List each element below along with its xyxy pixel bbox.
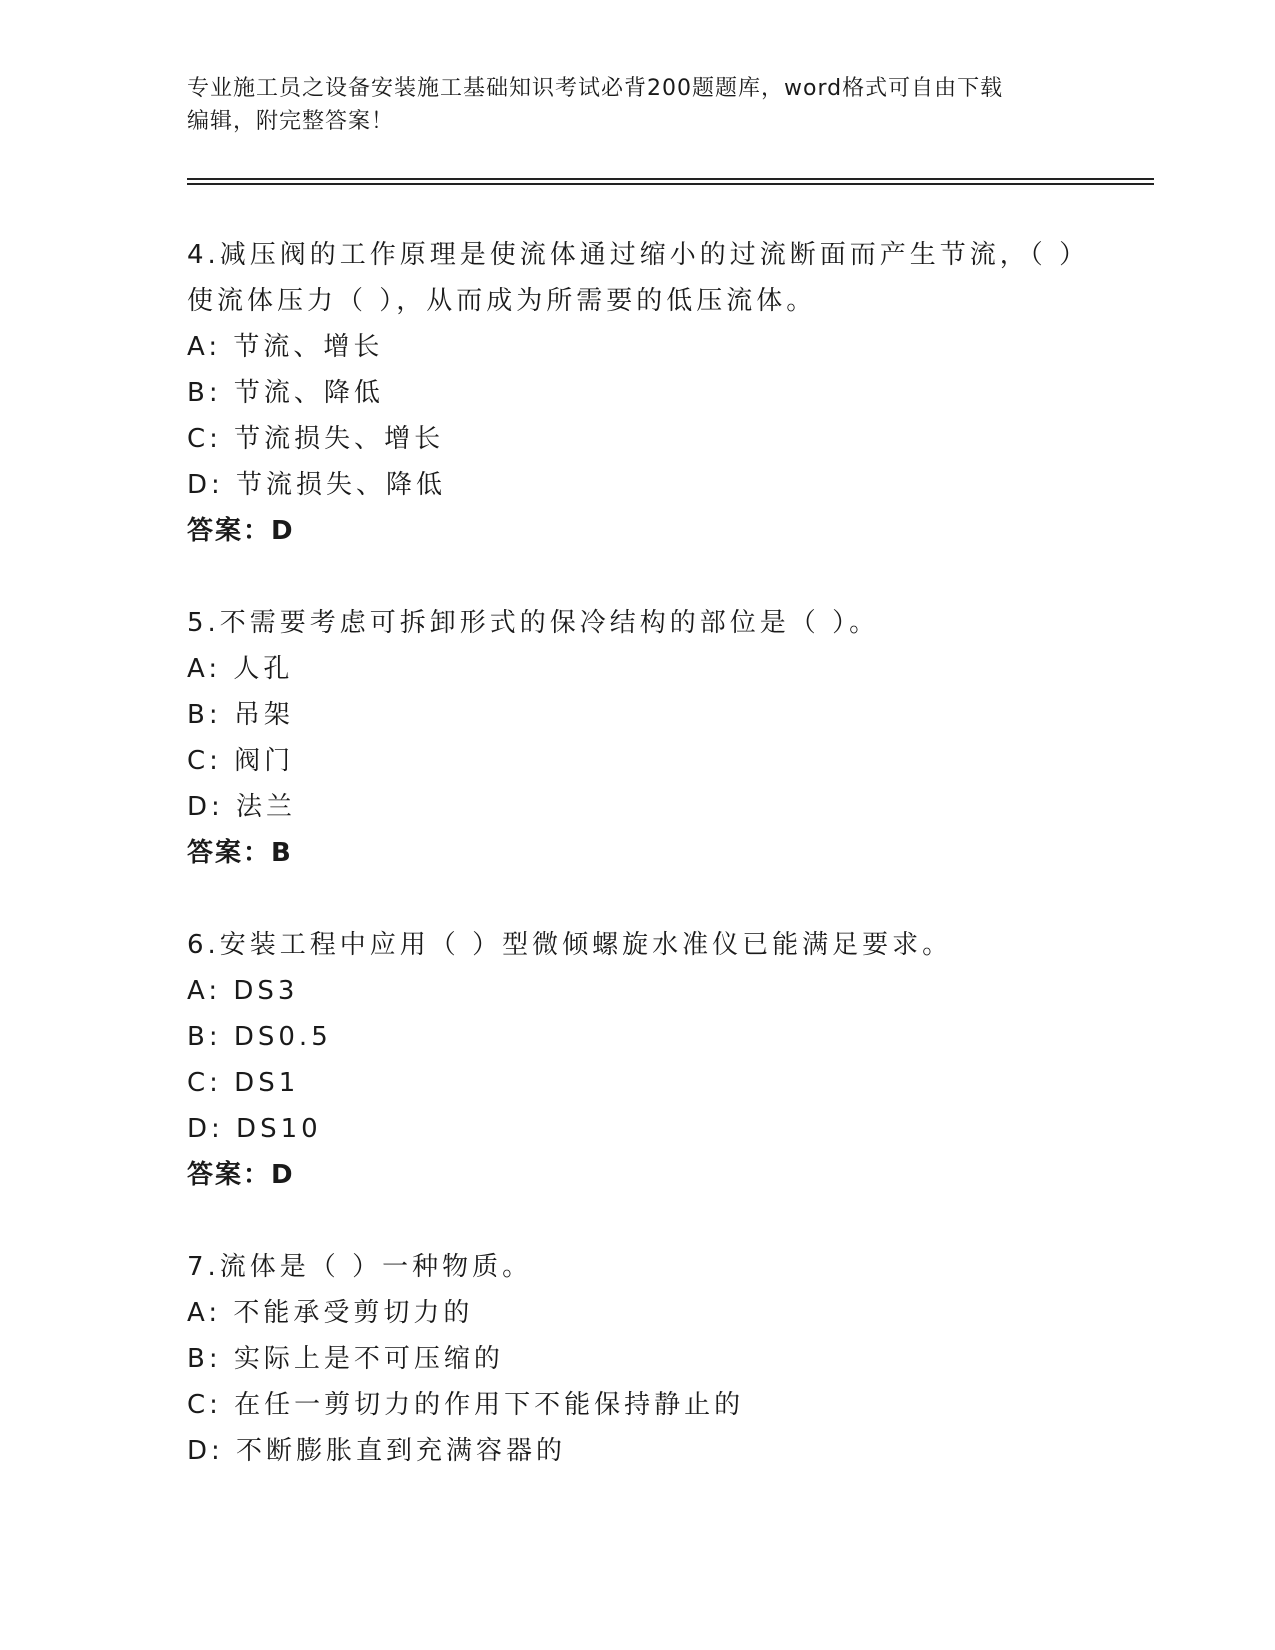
option-b: B: DS0.5 xyxy=(187,1022,332,1052)
option-b: B: 节流、降低 xyxy=(187,378,384,408)
answer xyxy=(187,830,1087,876)
option-a: A: 人孔 xyxy=(187,654,294,684)
question-6 xyxy=(187,922,1087,1198)
option-d: D: 不断膨胀直到充满容器的 xyxy=(187,1436,567,1466)
answer-value: B xyxy=(271,838,293,868)
header-line-1: 专业施工员之设备安装施工基础知识考试必背200题题库，word格式可自由下载 xyxy=(187,76,1004,101)
header-divider-top xyxy=(187,178,1154,180)
question-text: 7.流体是（ ）一种物质。 xyxy=(187,1252,533,1282)
option-d: D: 法兰 xyxy=(187,792,297,822)
option-a: A: 不能承受剪切力的 xyxy=(187,1298,474,1328)
option-c: C: 节流损失、增长 xyxy=(187,424,445,454)
option-c: C: 在任一剪切力的作用下不能保持静止的 xyxy=(187,1390,745,1420)
answer-value: D xyxy=(271,1160,295,1190)
question-text: 4.减压阀的工作原理是使流体通过缩小的过流断面而产生节流，（ ） xyxy=(187,240,1090,270)
answer-value: D xyxy=(271,516,295,546)
option-d: D: DS10 xyxy=(187,1114,322,1144)
answer xyxy=(187,1152,1087,1198)
header-divider-bottom xyxy=(187,183,1154,185)
answer-label: 答案： xyxy=(187,1160,272,1190)
question-text: 5.不需要考虑可拆卸形式的保冷结构的部位是（ ）。 xyxy=(187,608,880,638)
option-c: C: 阀门 xyxy=(187,746,295,776)
question-text-continued: 使流体压力（ ），从而成为所需要的低压流体。 xyxy=(187,286,817,316)
option-b: B: 吊架 xyxy=(187,700,294,730)
question-5 xyxy=(187,600,1087,876)
answer-label: 答案： xyxy=(187,838,272,868)
answer xyxy=(187,508,1087,554)
document-header xyxy=(187,72,1067,138)
option-a: A: 节流、增长 xyxy=(187,332,384,362)
option-d: D: 节流损失、降低 xyxy=(187,470,447,500)
option-c: C: DS1 xyxy=(187,1068,300,1098)
header-line-2: 编辑，附完整答案！ xyxy=(187,109,395,134)
question-text: 6.安装工程中应用（ ）型微倾螺旋水准仪已能满足要求。 xyxy=(187,930,953,960)
answer-label: 答案： xyxy=(187,516,272,546)
option-a: A: DS3 xyxy=(187,976,299,1006)
question-7 xyxy=(187,1244,1087,1474)
question-4 xyxy=(187,232,1090,554)
question-list xyxy=(187,232,1090,1520)
option-b: B: 实际上是不可压缩的 xyxy=(187,1344,504,1374)
